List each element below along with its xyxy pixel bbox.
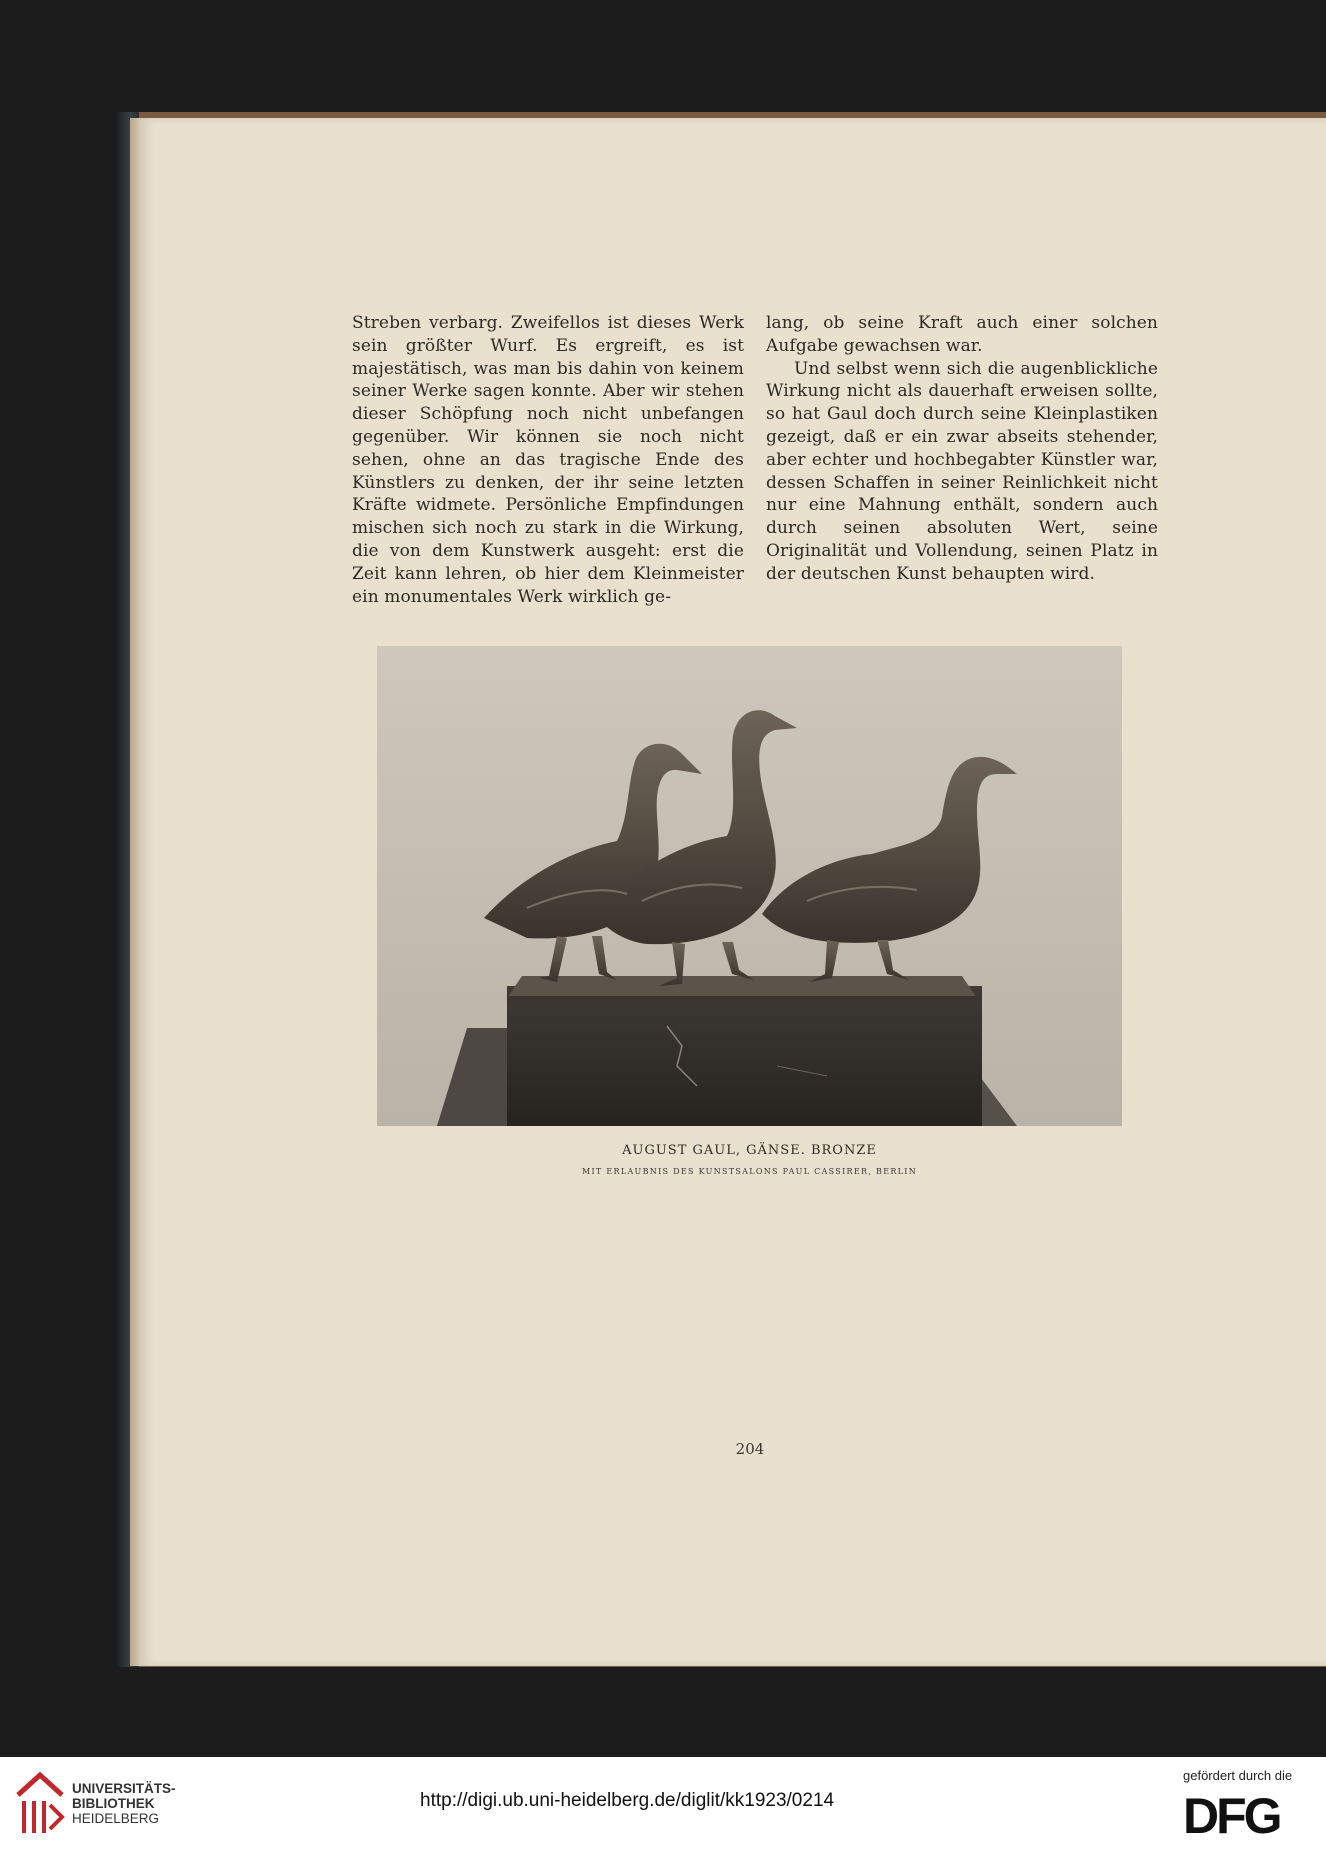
figure-credit: MIT ERLAUBNIS DES KUNSTSALONS PAUL CASSIRER, BERLIN bbox=[581, 1167, 918, 1176]
page-number: 204 bbox=[735, 1440, 765, 1458]
library-name-line: HEIDELBERG bbox=[72, 1811, 160, 1826]
paragraph: Und selbst wenn sich die augenblickliche Wirkung nicht als dauerhaft erweisen sollte, so hat Gaul doch durch seine Kleinplastiken gezeigt, daß er ein zwar abseits stehender, aber echter und hochbegabter Künstler war, dessen Schaffen in seiner Reinlichkeit nicht nur eine Mahnung enthält, sondern auch durch seinen absoluten Wert, seine Originalität und Vollendung, seinen Platz in der deutschen Kunst behaupten wird. bbox=[766, 358, 1158, 584]
library-name[interactable] bbox=[72, 1781, 176, 1826]
funded-by-label: gefördert durch die bbox=[1183, 1768, 1293, 1783]
paragraph: lang, ob seine Kraft auch einer solchen Aufgabe gewachsen war. bbox=[766, 313, 1158, 356]
text-column-left bbox=[352, 312, 744, 608]
document-url-link[interactable]: http://digi.ub.uni-heidelberg.de/diglit/kk1923/0214 bbox=[420, 1790, 835, 1811]
library-name-line: UNIVERSITÄTS- bbox=[72, 1781, 176, 1796]
digitization-footer bbox=[0, 1757, 1326, 1852]
geese-sculpture-illustration bbox=[377, 646, 1122, 1126]
dfg-logo[interactable]: DFG bbox=[1183, 1788, 1280, 1844]
paragraph: Streben verbarg. Zweifellos ist dieses Werk sein größter Wurf. Es ergreift, es ist majestätisch, was man bis dahin von keinem seiner Werke sagen konnte. Aber wir stehen dieser Schöpfung noch nicht unbefangen gegenüber. Wir können sie noch nicht sehen, ohne an das tragische Ende des Künstlers zu denken, der ihr seine letzten Kräfte widmete. Persönliche Empfindungen mischen sich noch zu stark in die Wirkung, die von dem Kunstwerk ausgeht: erst die Zeit kann lehren, ob hier dem Kleinmeister ein monumentales Werk wirklich ge- bbox=[352, 313, 744, 607]
text-column-right bbox=[766, 312, 1158, 586]
university-library-logo-icon[interactable] bbox=[14, 1771, 66, 1837]
library-name-line: BIBLIOTHEK bbox=[72, 1796, 155, 1811]
sculpture-photograph bbox=[377, 646, 1122, 1126]
figure-caption: AUGUST GAUL, GÄNSE. BRONZE bbox=[622, 1143, 877, 1158]
